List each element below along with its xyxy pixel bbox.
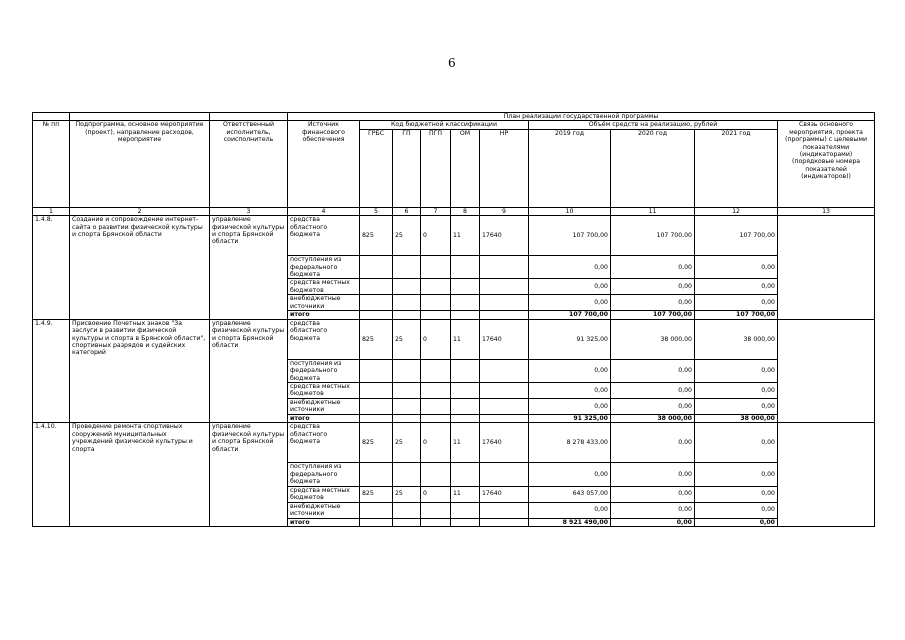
block-number: 1.4.9. bbox=[33, 319, 70, 423]
np-cell: 17640 bbox=[480, 486, 529, 502]
amount-2021-cell: 107 700,00 bbox=[695, 216, 778, 256]
gp-cell bbox=[393, 518, 421, 526]
grbs-cell bbox=[360, 399, 393, 415]
pgp-cell bbox=[421, 463, 451, 486]
gp-cell bbox=[393, 502, 421, 518]
grbs-cell bbox=[360, 359, 393, 382]
header-group-plan: План реализации государственной программы bbox=[288, 113, 875, 121]
om-cell bbox=[451, 463, 480, 486]
amount-2019-cell: 107 700,00 bbox=[529, 216, 611, 256]
amount-2020-cell: 0,00 bbox=[611, 256, 695, 279]
total-2019-cell: 8 921 490,00 bbox=[529, 518, 611, 526]
np-cell bbox=[480, 279, 529, 295]
amount-2020-cell: 0,00 bbox=[611, 399, 695, 415]
total-2020-cell: 0,00 bbox=[611, 518, 695, 526]
grbs-cell bbox=[360, 279, 393, 295]
index-cell: 12 bbox=[695, 207, 778, 215]
amount-2020-cell: 0,00 bbox=[611, 502, 695, 518]
gp-cell: 25 bbox=[393, 319, 421, 359]
grbs-cell: 825 bbox=[360, 319, 393, 359]
amount-2019-cell: 0,00 bbox=[529, 399, 611, 415]
grbs-cell: 825 bbox=[360, 423, 393, 463]
np-cell bbox=[480, 502, 529, 518]
amount-2020-cell: 0,00 bbox=[611, 463, 695, 486]
amount-2021-cell: 0,00 bbox=[695, 279, 778, 295]
table-row bbox=[33, 319, 875, 359]
amount-2021-cell: 0,00 bbox=[695, 383, 778, 399]
header-np: НР bbox=[480, 129, 529, 207]
pgp-cell bbox=[421, 359, 451, 382]
om-cell bbox=[451, 502, 480, 518]
amount-2019-cell: 0,00 bbox=[529, 463, 611, 486]
index-cell: 10 bbox=[529, 207, 611, 215]
total-label: итого bbox=[288, 518, 360, 526]
np-cell: 17640 bbox=[480, 319, 529, 359]
pgp-cell bbox=[421, 295, 451, 311]
pgp-cell bbox=[421, 383, 451, 399]
om-cell: 11 bbox=[451, 486, 480, 502]
gp-cell bbox=[393, 256, 421, 279]
index-cell: 6 bbox=[393, 207, 421, 215]
grbs-cell: 825 bbox=[360, 486, 393, 502]
program-plan-table bbox=[32, 112, 875, 527]
source-cell: поступления из федерального бюджета bbox=[288, 463, 360, 486]
om-cell bbox=[451, 256, 480, 279]
block-number: 1.4.8. bbox=[33, 216, 70, 320]
np-cell bbox=[480, 415, 529, 423]
header-2019: 2019 год bbox=[529, 129, 611, 207]
block-name: Присвоение Почетных знаков "За заслуги в развитии физической культуры и спорта в Брянской области", спортивных разрядов и судейских категорий bbox=[70, 319, 210, 423]
table-row bbox=[33, 216, 875, 256]
total-2019-cell: 107 700,00 bbox=[529, 311, 611, 319]
source-cell: поступления из федерального бюджета bbox=[288, 256, 360, 279]
index-cell: 1 bbox=[33, 207, 70, 215]
source-cell: средства местных бюджетов bbox=[288, 383, 360, 399]
total-label: итого bbox=[288, 311, 360, 319]
page-number: 6 bbox=[448, 56, 456, 70]
amount-2021-cell: 0,00 bbox=[695, 256, 778, 279]
amount-2021-cell: 0,00 bbox=[695, 486, 778, 502]
amount-2019-cell: 0,00 bbox=[529, 279, 611, 295]
block-responsible: управление физической культуры и спорта Брянской области bbox=[210, 216, 288, 320]
header-source: Источник финансового обеспечения bbox=[288, 121, 360, 207]
grbs-cell bbox=[360, 463, 393, 486]
amount-2021-cell: 0,00 bbox=[695, 463, 778, 486]
om-cell bbox=[451, 279, 480, 295]
amount-2019-cell: 643 057,00 bbox=[529, 486, 611, 502]
source-cell: средства местных бюджетов bbox=[288, 486, 360, 502]
block-name: Проведение ремонта спортивных сооружений муниципальных учреждений физической культуры и спорта bbox=[70, 423, 210, 527]
np-cell bbox=[480, 383, 529, 399]
header-group-volume: Объём средств на реализацию, рублей bbox=[529, 121, 778, 129]
amount-2019-cell: 0,00 bbox=[529, 256, 611, 279]
amount-2020-cell: 38 000,00 bbox=[611, 319, 695, 359]
amount-2021-cell: 0,00 bbox=[695, 295, 778, 311]
om-cell bbox=[451, 399, 480, 415]
header-pgp: ПГП bbox=[421, 129, 451, 207]
source-cell: средства областного бюджета bbox=[288, 423, 360, 463]
pgp-cell bbox=[421, 256, 451, 279]
amount-2021-cell: 0,00 bbox=[695, 502, 778, 518]
gp-cell: 25 bbox=[393, 486, 421, 502]
index-cell: 13 bbox=[778, 207, 875, 215]
source-cell: внебюджетные источники bbox=[288, 295, 360, 311]
index-cell: 2 bbox=[70, 207, 210, 215]
amount-2019-cell: 0,00 bbox=[529, 359, 611, 382]
source-cell: средства областного бюджета bbox=[288, 216, 360, 256]
header-num: № пп bbox=[33, 121, 70, 207]
gp-cell bbox=[393, 359, 421, 382]
amount-2021-cell: 38 000,00 bbox=[695, 319, 778, 359]
pgp-cell: 0 bbox=[421, 319, 451, 359]
grbs-cell bbox=[360, 256, 393, 279]
amount-2019-cell: 0,00 bbox=[529, 383, 611, 399]
index-cell: 11 bbox=[611, 207, 695, 215]
source-cell: средства областного бюджета bbox=[288, 319, 360, 359]
amount-2021-cell: 0,00 bbox=[695, 359, 778, 382]
om-cell: 11 bbox=[451, 216, 480, 256]
grbs-cell: 825 bbox=[360, 216, 393, 256]
total-2020-cell: 38 000,00 bbox=[611, 415, 695, 423]
index-cell: 9 bbox=[480, 207, 529, 215]
np-cell bbox=[480, 295, 529, 311]
grbs-cell bbox=[360, 518, 393, 526]
source-cell: внебюджетные источники bbox=[288, 399, 360, 415]
amount-2020-cell: 0,00 bbox=[611, 486, 695, 502]
header-link: Связь основного мероприятия, проекта (программы) с целевыми показателями (индикаторами) (порядковые номера показателей (индикаторов)) bbox=[778, 121, 875, 207]
index-cell: 8 bbox=[451, 207, 480, 215]
link-cell bbox=[778, 319, 875, 423]
amount-2020-cell: 0,00 bbox=[611, 295, 695, 311]
index-cell: 5 bbox=[360, 207, 393, 215]
total-2021-cell: 107 700,00 bbox=[695, 311, 778, 319]
header-cell bbox=[33, 113, 70, 121]
header-group-code: Код бюджетной классификации bbox=[360, 121, 529, 129]
pgp-cell bbox=[421, 399, 451, 415]
gp-cell: 25 bbox=[393, 423, 421, 463]
total-2021-cell: 38 000,00 bbox=[695, 415, 778, 423]
header-cell bbox=[70, 113, 210, 121]
gp-cell bbox=[393, 463, 421, 486]
gp-cell bbox=[393, 383, 421, 399]
om-cell bbox=[451, 295, 480, 311]
om-cell bbox=[451, 311, 480, 319]
pgp-cell bbox=[421, 502, 451, 518]
pgp-cell: 0 bbox=[421, 486, 451, 502]
pgp-cell: 0 bbox=[421, 216, 451, 256]
om-cell bbox=[451, 383, 480, 399]
amount-2020-cell: 0,00 bbox=[611, 383, 695, 399]
amount-2020-cell: 0,00 bbox=[611, 279, 695, 295]
np-cell: 17640 bbox=[480, 216, 529, 256]
total-2020-cell: 107 700,00 bbox=[611, 311, 695, 319]
np-cell bbox=[480, 311, 529, 319]
total-2019-cell: 91 325,00 bbox=[529, 415, 611, 423]
np-cell bbox=[480, 359, 529, 382]
om-cell bbox=[451, 415, 480, 423]
amount-2019-cell: 91 325,00 bbox=[529, 319, 611, 359]
gp-cell: 25 bbox=[393, 216, 421, 256]
source-cell: средства местных бюджетов bbox=[288, 279, 360, 295]
grbs-cell bbox=[360, 415, 393, 423]
total-2021-cell: 0,00 bbox=[695, 518, 778, 526]
gp-cell bbox=[393, 279, 421, 295]
index-cell: 3 bbox=[210, 207, 288, 215]
amount-2020-cell: 0,00 bbox=[611, 359, 695, 382]
header-cell bbox=[210, 113, 288, 121]
header-responsible: Ответственный исполнитель, соисполнитель bbox=[210, 121, 288, 207]
index-cell: 7 bbox=[421, 207, 451, 215]
np-cell bbox=[480, 256, 529, 279]
grbs-cell bbox=[360, 311, 393, 319]
om-cell bbox=[451, 359, 480, 382]
link-cell bbox=[778, 216, 875, 320]
header-om: ОМ bbox=[451, 129, 480, 207]
block-responsible: управление физической культуры и спорта Брянской области bbox=[210, 319, 288, 423]
gp-cell bbox=[393, 311, 421, 319]
block-number: 1.4.10. bbox=[33, 423, 70, 527]
source-cell: поступления из федерального бюджета bbox=[288, 359, 360, 382]
link-cell bbox=[778, 423, 875, 527]
pgp-cell bbox=[421, 311, 451, 319]
header-gp: ГП bbox=[393, 129, 421, 207]
np-cell bbox=[480, 399, 529, 415]
gp-cell bbox=[393, 415, 421, 423]
om-cell: 11 bbox=[451, 319, 480, 359]
om-cell bbox=[451, 518, 480, 526]
np-cell: 17640 bbox=[480, 423, 529, 463]
grbs-cell bbox=[360, 383, 393, 399]
np-cell bbox=[480, 463, 529, 486]
grbs-cell bbox=[360, 295, 393, 311]
amount-2020-cell: 107 700,00 bbox=[611, 216, 695, 256]
block-name: Создание и сопровождение интернет-сайта о развитии физической культуры и спорта Брянской области bbox=[70, 216, 210, 320]
source-cell: внебюджетные источники bbox=[288, 502, 360, 518]
amount-2019-cell: 8 278 433,00 bbox=[529, 423, 611, 463]
amount-2021-cell: 0,00 bbox=[695, 399, 778, 415]
pgp-cell bbox=[421, 415, 451, 423]
amount-2020-cell: 0,00 bbox=[611, 423, 695, 463]
total-label: итого bbox=[288, 415, 360, 423]
table-row bbox=[33, 423, 875, 463]
amount-2019-cell: 0,00 bbox=[529, 295, 611, 311]
header-2020: 2020 год bbox=[611, 129, 695, 207]
pgp-cell bbox=[421, 518, 451, 526]
pgp-cell bbox=[421, 279, 451, 295]
amount-2019-cell: 0,00 bbox=[529, 502, 611, 518]
header-grbs: ГРБС bbox=[360, 129, 393, 207]
pgp-cell: 0 bbox=[421, 423, 451, 463]
amount-2021-cell: 0,00 bbox=[695, 423, 778, 463]
header-name: Подпрограмма, основное мероприятие (проект), направление расходов, мероприятие bbox=[70, 121, 210, 207]
index-cell: 4 bbox=[288, 207, 360, 215]
grbs-cell bbox=[360, 502, 393, 518]
om-cell: 11 bbox=[451, 423, 480, 463]
gp-cell bbox=[393, 399, 421, 415]
block-responsible: управление физической культуры и спорта Брянской области bbox=[210, 423, 288, 527]
np-cell bbox=[480, 518, 529, 526]
header-2021: 2021 год bbox=[695, 129, 778, 207]
gp-cell bbox=[393, 295, 421, 311]
